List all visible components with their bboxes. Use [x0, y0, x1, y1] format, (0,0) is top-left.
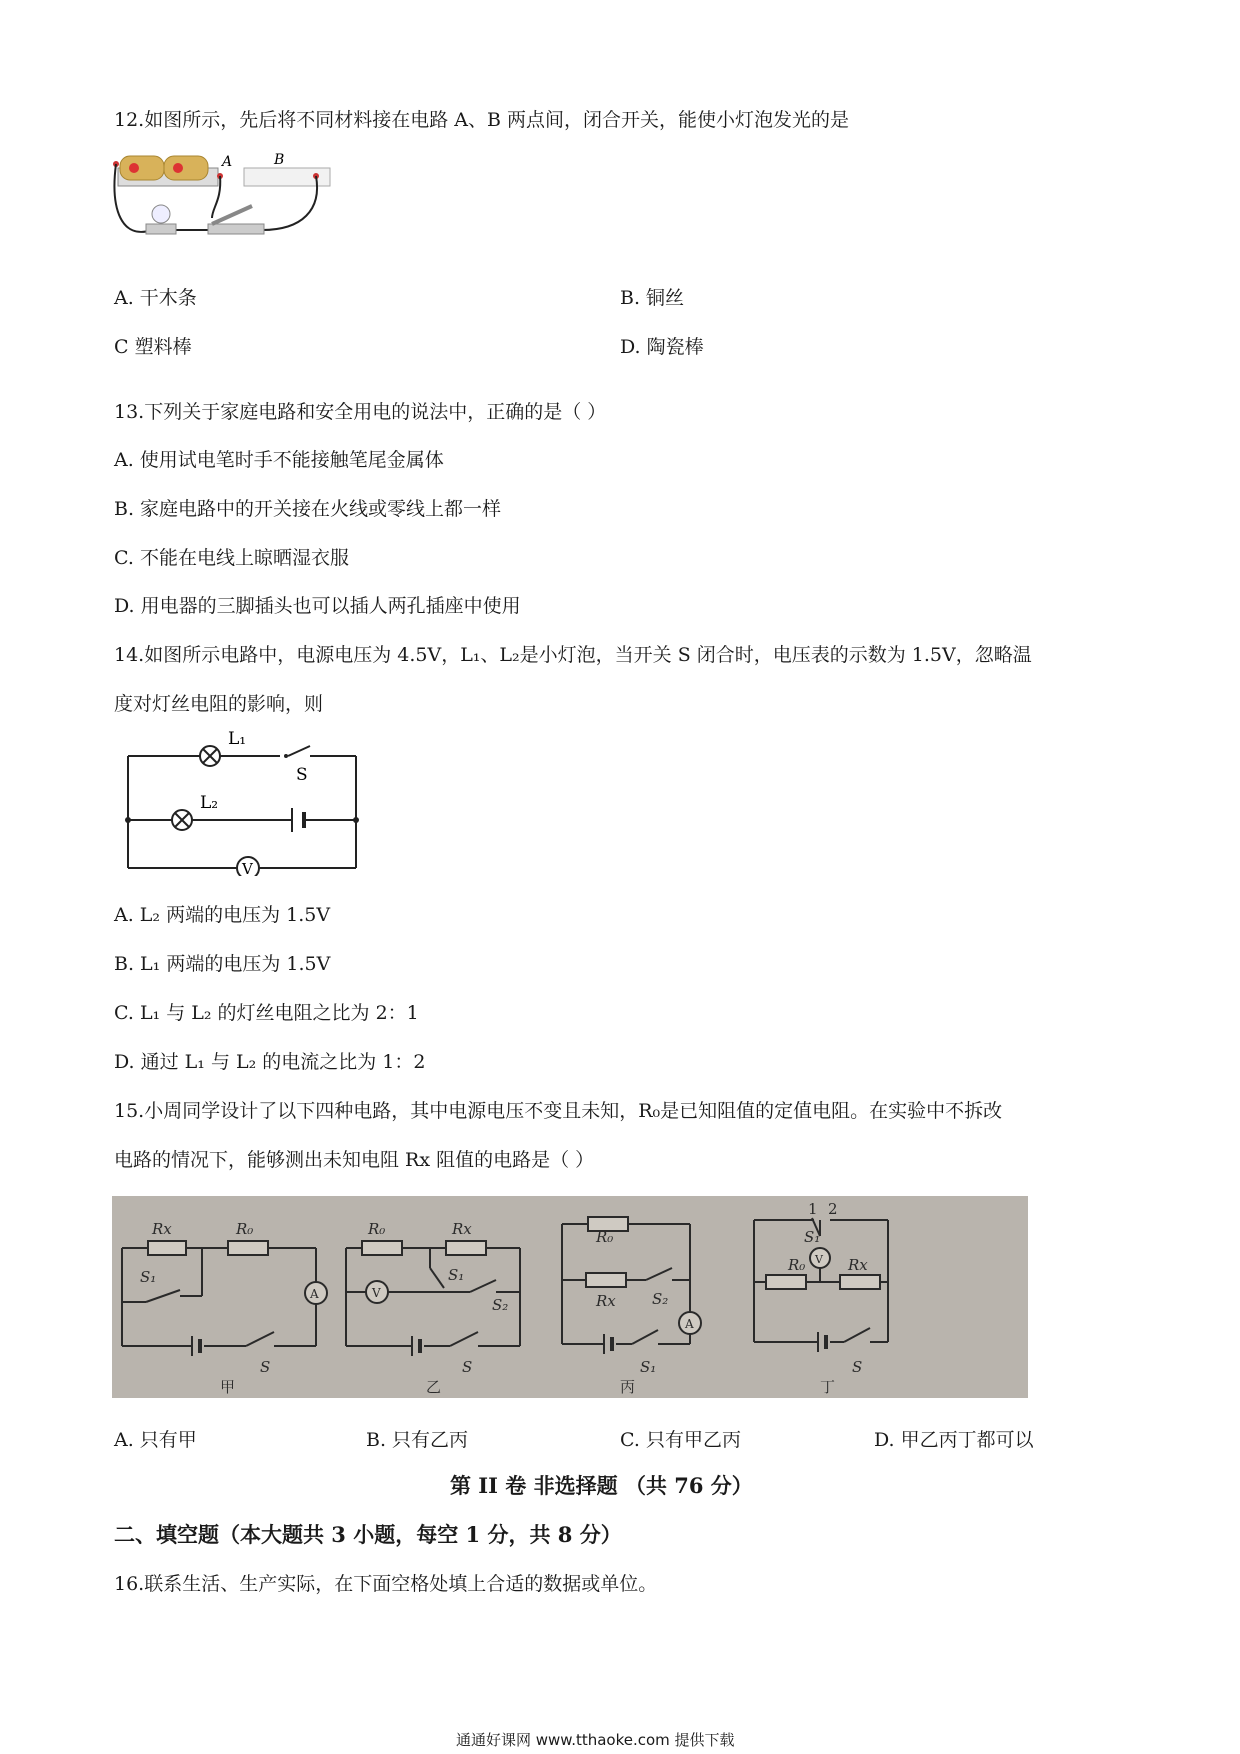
yi-caption: 乙 [426, 1378, 442, 1396]
q15-circuits-figure [112, 1196, 1028, 1398]
battery-plus-icon [173, 163, 183, 173]
q15-option-d[interactable]: D. 甲乙丙丁都可以 [874, 1429, 1034, 1451]
yi-s1-label: S₁ [448, 1266, 465, 1284]
label-l1: L₁ [228, 729, 247, 749]
section-title: 第 II 卷 非选择题 （共 76 分） [450, 1473, 753, 1498]
ding-terminal-1-label: 1 [808, 1200, 818, 1218]
bing-r1-label: R₀ [596, 1228, 614, 1246]
q15-option-b[interactable]: B. 只有乙丙 [366, 1429, 469, 1451]
battery-1 [120, 156, 164, 180]
q14-option-b[interactable]: B. L₁ 两端的电压为 1.5V [114, 953, 331, 975]
ding-r1-label: R₀ [788, 1256, 806, 1274]
jia-r1-label: Rx [152, 1220, 172, 1238]
battery-2 [164, 156, 208, 180]
q12-option-b[interactable]: B. 铜丝 [620, 287, 685, 309]
jia-caption: 甲 [220, 1378, 236, 1396]
q12-stem: 12.如图所示，先后将不同材料接在电路 A、B 两点间，闭合开关，能使小灯泡发光的是 [114, 109, 849, 131]
junction-icon [353, 817, 359, 823]
switch-lever [212, 206, 252, 224]
q14-option-d[interactable]: D. 通过 L₁ 与 L₂ 的电流之比为 1：2 [114, 1051, 426, 1073]
q15-option-a[interactable]: A. 只有甲 [114, 1429, 197, 1451]
yi-r1-label: R₀ [368, 1220, 386, 1238]
label-a: A [222, 154, 233, 170]
voltmeter-icon [237, 857, 259, 876]
yi-s2-label: S₂ [492, 1296, 509, 1314]
ding-r2-label: Rx [848, 1256, 868, 1274]
section-heading: 二、填空题（本大题共 3 小题，每空 1 分，共 8 分） [114, 1522, 622, 1547]
q14-stem-line1: 14.如图所示电路中，电源电压为 4.5V，L₁、L₂是小灯泡，当开关 S 闭合时，电压表的示数为 1.5V，忽略温 [114, 644, 1032, 666]
ding-s-label: S [852, 1358, 863, 1376]
q14-stem-line2: 度对灯丝电阻的影响，则 [114, 693, 324, 715]
bing-caption: 丙 [620, 1378, 636, 1396]
page-footer: 通通好课网 www.tthaoke.com 提供下载 [456, 1731, 735, 1749]
bing-s1-label: S₁ [640, 1358, 657, 1376]
circuit-jia [122, 1241, 327, 1356]
voltmeter-label: V [242, 860, 253, 876]
ding-caption: 丁 [820, 1378, 836, 1396]
q12-option-c[interactable]: C 塑料棒 [114, 336, 192, 358]
label-b: B [274, 152, 285, 168]
q13-option-a[interactable]: A. 使用试电笔时手不能接触笔尾金属体 [114, 449, 444, 471]
q13-stem: 13.下列关于家庭电路和安全用电的说法中，正确的是（ ） [114, 401, 607, 423]
bing-meter-label: A [685, 1317, 694, 1331]
q15-stem-line1: 15.小周同学设计了以下四种电路，其中电源电压不变且未知，R₀是已知阻值的定值电阻。在实验中不拆改 [114, 1100, 1003, 1122]
ding-s1-label: S₁ [804, 1228, 821, 1246]
q16-stem: 16.联系生活、生产实际，在下面空格处填上合适的数据或单位。 [114, 1573, 658, 1595]
bing-s2-label: S₂ [652, 1290, 669, 1308]
jia-meter-label: A [310, 1287, 319, 1301]
label-s: S [296, 765, 308, 785]
q12-option-d[interactable]: D. 陶瓷棒 [620, 336, 704, 358]
battery-icon [292, 808, 304, 832]
ding-terminal-2-label: 2 [828, 1200, 838, 1218]
yi-r2-label: Rx [452, 1220, 472, 1238]
q13-option-d[interactable]: D. 用电器的三脚插头也可以插人两孔插座中使用 [114, 595, 521, 617]
q12-circuit-figure [112, 150, 342, 262]
circuit-bing [562, 1217, 701, 1354]
circuit-ding [754, 1218, 888, 1352]
lamp-base [146, 224, 176, 234]
yi-s-label: S [462, 1358, 473, 1376]
q14-option-a[interactable]: A. L₂ 两端的电压为 1.5V [114, 904, 331, 926]
jia-s1-label: S₁ [140, 1268, 157, 1286]
q15-option-c[interactable]: C. 只有甲乙丙 [620, 1429, 741, 1451]
q12-option-a[interactable]: A. 干木条 [114, 287, 197, 309]
q14-circuit-figure [120, 728, 370, 876]
q13-option-c[interactable]: C. 不能在电线上晾晒湿衣服 [114, 547, 349, 569]
yi-meter-label: V [372, 1286, 381, 1300]
lamp-l2-icon [172, 810, 192, 830]
jia-r2-label: R₀ [236, 1220, 254, 1238]
junction-icon [125, 817, 131, 823]
ding-meter-label: V [815, 1253, 823, 1266]
lamp-bulb-icon [152, 205, 170, 223]
lamp-l1-icon [200, 746, 220, 766]
switch-contact-icon [284, 754, 288, 758]
battery-plus-icon [129, 163, 139, 173]
bing-r2-label: Rx [596, 1292, 616, 1310]
switch-base [208, 224, 264, 234]
q15-stem-line2: 电路的情况下，能够测出未知电阻 Rx 阻值的电路是（ ） [114, 1149, 595, 1171]
label-l2: L₂ [200, 793, 219, 813]
q13-option-b[interactable]: B. 家庭电路中的开关接在火线或零线上都一样 [114, 498, 502, 520]
q14-option-c[interactable]: C. L₁ 与 L₂ 的灯丝电阻之比为 2：1 [114, 1002, 419, 1024]
jia-s-label: S [260, 1358, 271, 1376]
